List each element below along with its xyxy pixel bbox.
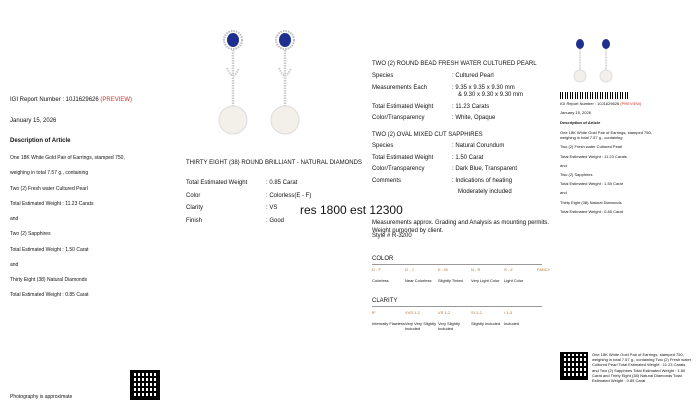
pearl-row: & 9.30 x 9.30 x 9.30 mm [458, 92, 524, 98]
barcode [560, 92, 630, 99]
clarity-heading: CLARITY [372, 298, 398, 304]
mini-line: Two (2) Sapphires [560, 171, 593, 177]
sapphire-row: Species : Natural Corundum [372, 143, 505, 149]
color-desc: Very Light Color [471, 278, 500, 283]
description-heading: Description of Article [10, 138, 71, 144]
description-line: Total Estimated Weight : 0.85 Carat [10, 292, 89, 299]
color-heading: COLOR [372, 256, 394, 262]
mini-report-number: IGI Report Number : 10J1629626 (PREVIEW) [560, 101, 642, 106]
report-date: January 15, 2026 [10, 118, 57, 124]
mini-line: Thirty Eight (38) Natural Diamonds [560, 199, 622, 205]
mini-heading: Description of Article [560, 120, 601, 125]
color-desc: Light Color [504, 278, 524, 283]
measurements-note: Measurements approx. Grading and Analysis as mounting permits. Weight purported by client. [372, 220, 550, 234]
description-lines [10, 155, 180, 308]
diamonds-row: Finish : Good [186, 217, 285, 224]
clarity-descriptions [372, 321, 570, 331]
description-line: Total Estimated Weight : 1.50 Carat [10, 246, 89, 253]
mini-line: and [560, 190, 567, 196]
earrings-thumbnail [570, 38, 616, 84]
clarity-desc: Very Slightly Included [438, 321, 461, 332]
description-line: One 18K White Gold Pair of Earrings, stamped 750, [10, 155, 125, 161]
earrings-photo [205, 28, 315, 138]
clarity-grade: I 1-3 [504, 310, 513, 315]
pearl-table [372, 73, 562, 123]
color-desc [537, 278, 570, 283]
description-line: Two (2) Fresh water Cultured Pearl [10, 185, 88, 192]
color-grade: S - Z [504, 267, 513, 272]
description-line: Total Estimated Weight : 11.23 Carats [10, 200, 94, 207]
clarity-desc: Internally Flawless [372, 321, 405, 326]
color-desc: Slightly Tinted [438, 278, 463, 283]
mini-line: Two (2) Fresh water Cultured Pearl [560, 144, 623, 150]
mini-qr-code [560, 352, 588, 380]
color-descriptions [372, 278, 570, 283]
sapphire-table [372, 143, 562, 197]
clarity-grade: VVS 1-2 [405, 310, 420, 315]
description-line: Two (2) Sapphires [10, 231, 51, 238]
clarity-grades [372, 310, 570, 315]
color-grade: N - R [471, 267, 481, 272]
mini-line: Total Estimated Weight : 0.85 Carat [560, 208, 623, 214]
sapphire-title: TWO (2) OVAL MIXED CUT SAPPHIRES [372, 132, 483, 138]
diamonds-row: Color : Colorless(E - F) [186, 192, 312, 199]
clarity-desc: Very Very Slightly Included [405, 321, 437, 332]
clarity-desc [537, 321, 570, 331]
description-line: and [10, 261, 19, 268]
color-grade: G - J [405, 267, 414, 272]
diamonds-row: Total Estimated Weight : 0.85 Carat [186, 180, 298, 186]
mini-line: Total Estimated Weight : 11.23 Carats [560, 153, 627, 159]
pearl-row: Measurements Each : 9.35 x 9.35 x 9.30 mm [372, 84, 515, 91]
report-number: IGI Report Number : 10J1629626 (PREVIEW) [10, 97, 133, 103]
photo-note: Photography is approximate [10, 394, 73, 400]
mini-bottom-text: One 18K White Gold Pair of Earrings, stamped 750, weighing in total 7.57 g., containing Two (2) Fresh water Cultured Pearl Total Estimated Weight : 11.23 Carats and Two (2) Sapphires Total Estimated Weight : 1.50 Carat and Thirty Eight (38) Natural Diamonds Total Estimated Weight : 0.85 Carat [592, 352, 692, 383]
mini-line: One 18K White Gold Pair of Earrings, stamped 750, [560, 130, 652, 135]
sapphire-row: Comments : Indications of heating [372, 177, 513, 184]
mini-lines [560, 130, 690, 214]
clarity-divider [372, 306, 542, 307]
qr-code [130, 370, 160, 400]
mini-line: and [560, 162, 567, 168]
color-desc: Near Colorless [405, 278, 432, 283]
diamonds-row: Clarity : VS [186, 205, 278, 211]
clarity-desc: Included [504, 321, 520, 326]
pearl-row: Color/Transparency : White, Opaque [372, 115, 496, 121]
color-grade: D - F [372, 267, 381, 272]
clarity-grade: IF [372, 310, 376, 315]
color-grade: FANCY [537, 267, 551, 272]
clarity-grade: SI 1-2 [471, 310, 482, 315]
color-grades [372, 267, 570, 272]
description-line: weighing in total 7.57 g., containing [10, 170, 89, 177]
color-grade: K - M [438, 267, 448, 272]
pearl-title: TWO (2) ROUND BEAD FRESH WATER CULTURED PEARL [372, 61, 537, 67]
mini-line: weighing in total 7.57 g., containing [560, 135, 623, 141]
pearl-row: Total Estimated Weight : 11.23 Carats [372, 103, 490, 110]
sapphire-row: Color/Transparency : Dark Blue, Transparent [372, 166, 518, 172]
mini-line: Total Estimated Weight : 1.50 Carat [560, 181, 623, 187]
mini-date: January 15, 2026 [560, 110, 591, 115]
clarity-grade: VS 1-2 [438, 310, 451, 315]
diamonds-title: THIRTY EIGHT (38) ROUND BRILLIANT - NATURAL DIAMONDS [186, 160, 362, 166]
sapphire-row: Total Estimated Weight : 1.50 Carat [372, 154, 484, 161]
color-divider [372, 264, 542, 265]
description-line: Thirty Eight (38) Natural Diamonds [10, 277, 87, 283]
pearl-row: Species : Cultured Pearl [372, 73, 494, 79]
clarity-desc: Slightly Included [471, 321, 501, 326]
description-line: and [10, 216, 19, 222]
handwritten-note: res 1800 est 12300 [300, 203, 403, 217]
sapphire-row: Moderately included [458, 189, 512, 195]
style-number: Style # R-3200 [372, 233, 412, 239]
color-desc: Colorless [372, 278, 389, 283]
clarity-grade [537, 310, 570, 315]
